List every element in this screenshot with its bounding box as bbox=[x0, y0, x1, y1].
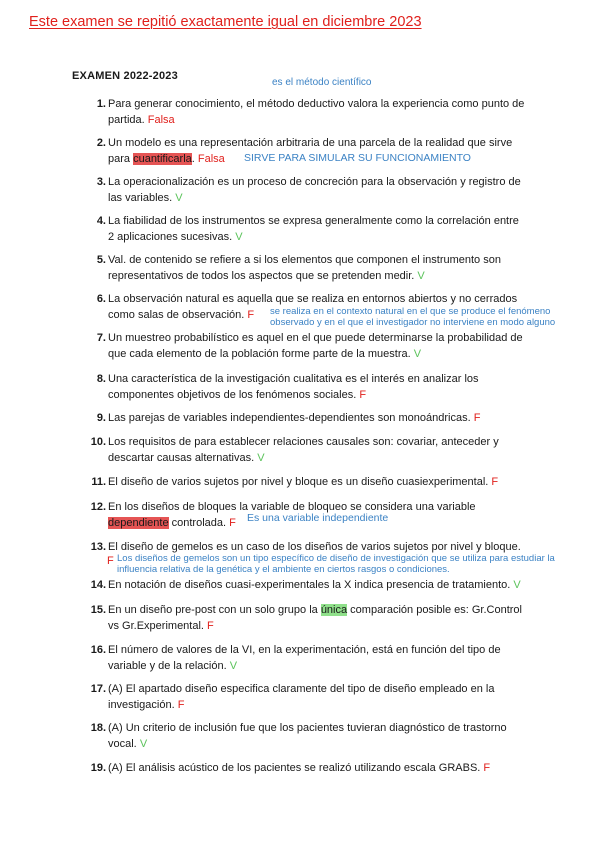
answer-mark: F bbox=[177, 698, 185, 711]
question-3: 3. La operacionalización es un proceso de concreción para la observación y registro de las variables. V bbox=[96, 176, 521, 204]
annotation-natural: se realiza en el contexto natural en el que se produce el fenómeno observado y en el que el investigador no interviene en modo alguno bbox=[270, 306, 556, 328]
annotation-simular: SIRVE PARA SIMULAR SU FUNCIONAMIENTO bbox=[244, 152, 471, 164]
answer-mark: Falsa bbox=[147, 113, 175, 126]
question-4: 4. La fiabilidad de los instrumentos se expresa generalmente como la correlación entre 2 aplicaciones sucesivas. V bbox=[96, 215, 519, 243]
answer-mark: V bbox=[417, 269, 425, 282]
answer-mark: V bbox=[175, 191, 183, 204]
question-11: 11. El diseño de varios sujetos por nivel y bloque es un diseño cuasiexperimental. F bbox=[91, 476, 499, 488]
answer-mark: F bbox=[107, 555, 114, 567]
question-14: 14. En notación de diseños cuasi-experimentales la X indica presencia de tratamiento. V bbox=[90, 579, 521, 591]
answer-mark: V bbox=[413, 347, 422, 360]
question-15: 15. En un diseño pre-post con un solo grupo la única comparación posible es: Gr.Control vs Gr.Experimental. F bbox=[90, 604, 522, 632]
answer-mark: V bbox=[139, 737, 148, 750]
answer-mark: F bbox=[207, 619, 214, 632]
answer-mark: V bbox=[513, 579, 521, 591]
question-19: 19. (A) El análisis acústico de los pacientes se realizó utilizando escala GRABS. F bbox=[90, 762, 491, 774]
question-8: 8. Una característica de la investigación cualitativa es el interés en analizar los componentes objetivos de los fenómenos sociales. F bbox=[96, 373, 479, 401]
question-7: 7. Un muestreo probabilístico es aquel en el que puede determinarse la probabilidad de que cada elemento de la población forme parte de la muestra. V bbox=[96, 332, 523, 360]
question-9: 9. Las parejas de variables independientes-dependientes son monoándricas. F bbox=[96, 412, 481, 424]
answer-mark: F bbox=[473, 412, 481, 424]
annotation-metodo: es el método científico bbox=[272, 77, 372, 88]
highlighted-word: dependiente bbox=[108, 516, 169, 529]
question-6: 6. La observación natural es aquella que se realiza en entornos abiertos y no cerrados como salas de observación. F bbox=[96, 293, 518, 321]
answer-mark: V bbox=[257, 451, 265, 464]
exam-title: EXAMEN 2022-2023 bbox=[72, 70, 178, 82]
banner-title: Este examen se repitió exactamente igual en diciembre 2023 bbox=[29, 14, 422, 30]
answer-mark: Falsa bbox=[197, 152, 225, 165]
answer-mark: F bbox=[491, 476, 499, 488]
answer-mark: F bbox=[247, 308, 255, 321]
highlighted-word: cuantificarla bbox=[133, 152, 192, 165]
question-16: 16. El número de valores de la VI, en la experimentación, está en función del tipo de variable y de la relación. V bbox=[90, 644, 501, 672]
annotation-gemelos: Los diseños de gemelos son un tipo específico de diseño de investigación que se utiliza para estudiar la influencia relativa de la genética y el ambiente en ciertos rasgos o condiciones. bbox=[117, 553, 555, 575]
question-10: 10. Los requisitos de para establecer relaciones causales son: covariar, anteceder y descartar causas alternativas. V bbox=[90, 436, 499, 464]
question-5: 5. Val. de contenido se refiere a si los elementos que componen el instrumento son representativos de todos los aspectos que se pretenden medir. V bbox=[96, 254, 501, 282]
question-18: 18. (A) Un criterio de inclusión fue que los pacientes tuvieran diagnóstico de trastorno vocal. V bbox=[90, 722, 507, 750]
answer-mark: V bbox=[229, 659, 238, 672]
question-13: 13. El diseño de gemelos es un caso de los diseños de varios sujetos por nivel y bloque. bbox=[90, 541, 521, 553]
highlighted-word: única bbox=[320, 604, 348, 616]
question-12: 12. En los diseños de bloques la variable de bloqueo se considera una variable dependiente controlada. F bbox=[90, 501, 476, 529]
answer-mark: F bbox=[483, 762, 491, 774]
annotation-bloqueo: Es una variable independiente bbox=[247, 512, 389, 524]
answer-mark: F bbox=[229, 516, 236, 529]
answer-mark: F bbox=[359, 388, 367, 401]
answer-mark: V bbox=[235, 230, 243, 243]
question-17: 17. (A) El apartado diseño especifica claramente del tipo de diseño empleado en la investigación. F bbox=[90, 683, 495, 711]
question-1: 1. Para generar conocimiento, el método deductivo valora la experiencia como punto de partida. Falsa bbox=[96, 98, 525, 126]
question-2: 2. Un modelo es una representación arbitraria de una parcela de la realidad que sirve para cuantificarla. Falsa bbox=[96, 137, 513, 165]
